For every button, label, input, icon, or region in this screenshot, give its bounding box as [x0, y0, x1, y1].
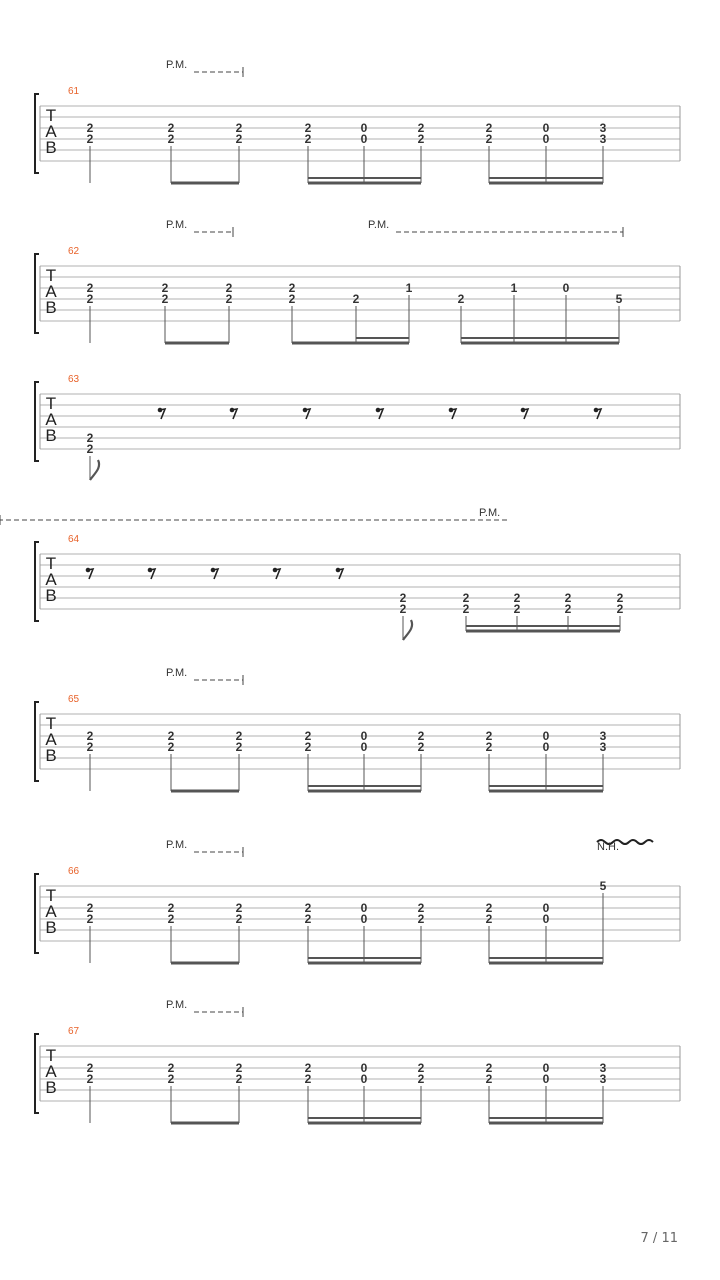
tab-clef-letter: B	[45, 586, 57, 605]
fret-number: 2	[513, 591, 521, 605]
fret-number: 3	[599, 1061, 607, 1075]
note-flag	[403, 620, 412, 640]
fret-number: 2	[304, 740, 312, 754]
note-flag	[90, 460, 99, 480]
fret-number: 2	[485, 132, 493, 146]
tab-clef-letter: A	[45, 730, 57, 749]
staff-system-65	[35, 667, 680, 791]
palm-mute-label: P.M.	[166, 219, 188, 231]
fret-number: 2	[485, 729, 493, 743]
tab-clef-letter: B	[45, 1078, 57, 1097]
fret-number: 2	[399, 602, 407, 616]
staff-system-66	[35, 839, 680, 963]
fret-number: 0	[360, 729, 368, 743]
fret-number: 2	[304, 1072, 312, 1086]
fret-number: 2	[235, 1061, 243, 1075]
fret-number: 2	[86, 1061, 94, 1075]
palm-mute-label: P.M.	[166, 667, 188, 679]
measure-number: 66	[68, 866, 80, 877]
fret-number: 2	[167, 132, 175, 146]
fret-number: 2	[288, 292, 296, 306]
fret-number: 1	[510, 281, 518, 295]
fret-number: 2	[225, 281, 233, 295]
system-bracket	[35, 702, 39, 781]
fret-number: 2	[564, 591, 572, 605]
tab-clef-letter: T	[45, 1046, 57, 1065]
fret-number: 2	[485, 1072, 493, 1086]
measure-number: 67	[68, 1026, 80, 1037]
fret-number: 2	[167, 901, 175, 915]
fret-number: 2	[616, 591, 624, 605]
tab-clef-letter: T	[45, 106, 57, 125]
tab-clef-letter: A	[45, 570, 57, 589]
tab-clef-letter: A	[45, 122, 57, 141]
fret-number: 2	[225, 292, 233, 306]
staff-system-61	[35, 59, 680, 183]
fret-number: 2	[167, 912, 175, 926]
fret-number: 5	[599, 879, 607, 893]
tab-clef-letter: B	[45, 426, 57, 445]
system-bracket	[35, 254, 39, 333]
fret-number: 2	[417, 1072, 425, 1086]
palm-mute-label: P.M.	[166, 839, 188, 851]
fret-number: 2	[86, 281, 94, 295]
tab-clef-letter: B	[45, 918, 57, 937]
fret-number: 0	[542, 729, 550, 743]
fret-number: 2	[417, 912, 425, 926]
fret-number: 2	[399, 591, 407, 605]
fret-number: 2	[417, 740, 425, 754]
tab-clef-letter: T	[45, 554, 57, 573]
fret-number: 0	[360, 912, 368, 926]
tab-clef-letter: T	[45, 714, 57, 733]
fret-number: 5	[615, 292, 623, 306]
fret-number: 2	[161, 292, 169, 306]
fret-number: 2	[86, 442, 94, 456]
fret-number: 2	[417, 121, 425, 135]
fret-number: 2	[417, 132, 425, 146]
tab-clef-letter: B	[45, 138, 57, 157]
measure-number: 64	[68, 534, 80, 545]
tab-clef-letter: B	[45, 746, 57, 765]
fret-number: 0	[360, 901, 368, 915]
fret-number: 2	[235, 740, 243, 754]
fret-number: 2	[513, 602, 521, 616]
fret-number: 2	[86, 901, 94, 915]
fret-number: 2	[304, 912, 312, 926]
natural-harmonic-label: N.H.	[597, 841, 619, 853]
fret-number: 0	[542, 901, 550, 915]
fret-number: 2	[167, 1072, 175, 1086]
tab-clef-letter: T	[45, 886, 57, 905]
fret-number: 2	[352, 292, 360, 306]
fret-number: 2	[86, 132, 94, 146]
fret-number: 2	[457, 292, 465, 306]
fret-number: 2	[86, 740, 94, 754]
fret-number: 2	[235, 121, 243, 135]
palm-mute-label: P.M.	[368, 219, 390, 231]
tab-clef-letter: A	[45, 902, 57, 921]
fret-number: 0	[542, 132, 550, 146]
fret-number: 0	[542, 1072, 550, 1086]
measure-number: 61	[68, 86, 80, 97]
palm-mute-label: P.M.	[166, 59, 188, 71]
staff-system-67	[35, 999, 680, 1123]
staff-system-64	[0, 507, 680, 640]
fret-number: 0	[542, 1061, 550, 1075]
measure-number: 65	[68, 694, 80, 705]
system-bracket	[35, 94, 39, 173]
fret-number: 2	[86, 729, 94, 743]
fret-number: 2	[485, 740, 493, 754]
fret-number: 2	[167, 1061, 175, 1075]
fret-number: 2	[235, 729, 243, 743]
fret-number: 2	[161, 281, 169, 295]
tab-clef-letter: T	[45, 394, 57, 413]
fret-number: 2	[235, 1072, 243, 1086]
staff-system-63	[35, 374, 680, 480]
tab-clef-letter: A	[45, 410, 57, 429]
fret-number: 0	[542, 912, 550, 926]
fret-number: 2	[86, 431, 94, 445]
staff-system-62	[35, 219, 680, 343]
fret-number: 0	[360, 121, 368, 135]
fret-number: 2	[417, 1061, 425, 1075]
fret-number: 3	[599, 1072, 607, 1086]
fret-number: 2	[235, 912, 243, 926]
fret-number: 2	[86, 912, 94, 926]
system-bracket	[35, 1034, 39, 1113]
fret-number: 3	[599, 121, 607, 135]
fret-number: 2	[86, 121, 94, 135]
fret-number: 0	[360, 1072, 368, 1086]
fret-number: 2	[86, 292, 94, 306]
fret-number: 2	[485, 901, 493, 915]
fret-number: 2	[235, 901, 243, 915]
fret-number: 2	[462, 591, 470, 605]
fret-number: 2	[304, 729, 312, 743]
fret-number: 2	[235, 132, 243, 146]
fret-number: 2	[288, 281, 296, 295]
measure-number: 62	[68, 246, 80, 257]
fret-number: 2	[564, 602, 572, 616]
page-indicator: 7 / 11	[640, 1231, 678, 1246]
fret-number: 0	[562, 281, 570, 295]
palm-mute-label: P.M.	[479, 507, 501, 519]
fret-number: 2	[304, 121, 312, 135]
tab-clef-letter: B	[45, 298, 57, 317]
fret-number: 2	[304, 132, 312, 146]
fret-number: 2	[485, 912, 493, 926]
fret-number: 0	[542, 740, 550, 754]
fret-number: 0	[360, 132, 368, 146]
measure-number: 63	[68, 374, 80, 385]
fret-number: 0	[542, 121, 550, 135]
fret-number: 2	[485, 121, 493, 135]
tab-clef-letter: T	[45, 266, 57, 285]
fret-number: 2	[485, 1061, 493, 1075]
fret-number: 3	[599, 740, 607, 754]
fret-number: 2	[304, 1061, 312, 1075]
fret-number: 2	[167, 729, 175, 743]
fret-number: 0	[360, 1061, 368, 1075]
fret-number: 2	[616, 602, 624, 616]
fret-number: 2	[417, 729, 425, 743]
tab-clef-letter: A	[45, 282, 57, 301]
fret-number: 2	[86, 1072, 94, 1086]
fret-number: 2	[167, 740, 175, 754]
system-bracket	[35, 542, 39, 621]
fret-number: 2	[304, 901, 312, 915]
system-bracket	[35, 382, 39, 461]
fret-number: 2	[417, 901, 425, 915]
system-bracket	[35, 874, 39, 953]
palm-mute-label: P.M.	[166, 999, 188, 1011]
fret-number: 2	[462, 602, 470, 616]
fret-number: 3	[599, 132, 607, 146]
tab-clef-letter: A	[45, 1062, 57, 1081]
fret-number: 2	[167, 121, 175, 135]
fret-number: 3	[599, 729, 607, 743]
fret-number: 1	[405, 281, 413, 295]
fret-number: 0	[360, 740, 368, 754]
